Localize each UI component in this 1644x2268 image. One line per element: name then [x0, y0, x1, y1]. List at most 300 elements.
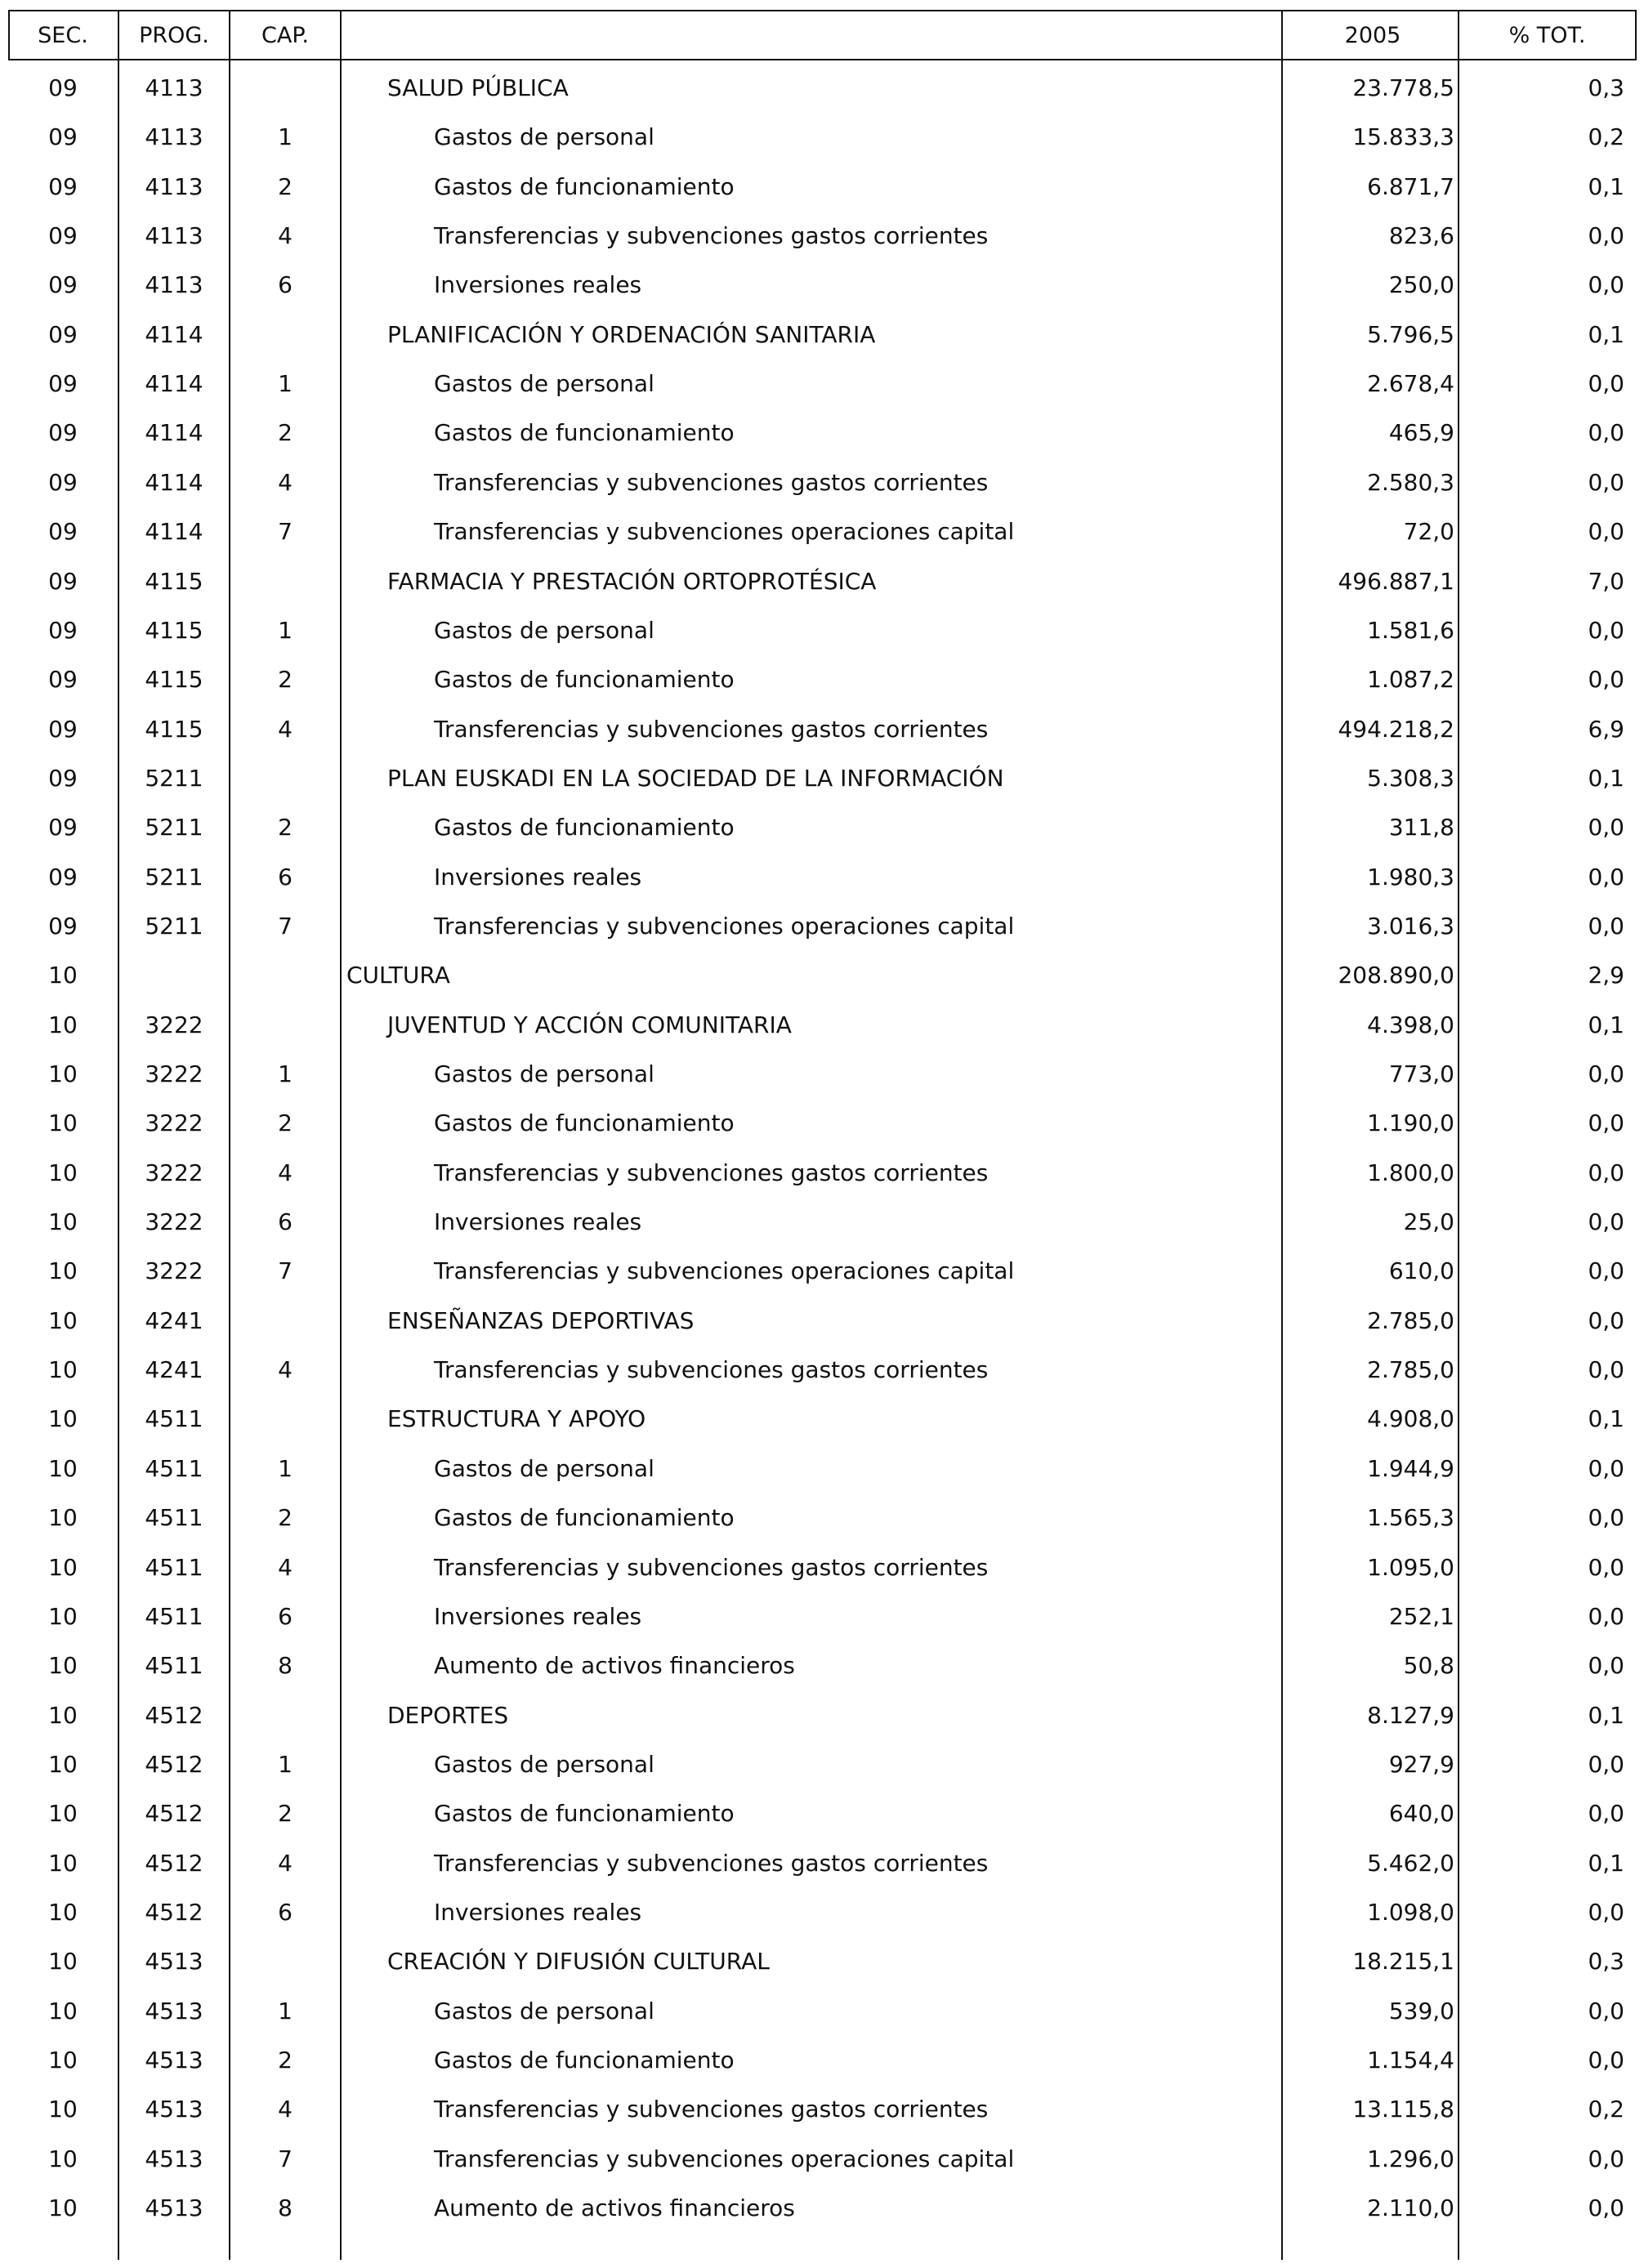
- table-row: [8, 2184, 1637, 2233]
- cell-amount: 5.796,5: [1367, 320, 1454, 348]
- table-row: [8, 1493, 1637, 1543]
- cell-percent: 0,1: [1588, 1849, 1624, 1877]
- table-row: [8, 359, 1637, 409]
- cell-cap: 2: [278, 1504, 293, 1532]
- cell-amount: 6.871,7: [1367, 172, 1454, 200]
- cell-prog: 3222: [145, 1060, 203, 1087]
- cell-amount: 250,0: [1388, 271, 1454, 299]
- cell-prog: 4512: [145, 1898, 203, 1926]
- cell-description: Transferencias y subvenciones gastos corrientes: [434, 2096, 989, 2123]
- cell-percent: 0,0: [1588, 666, 1624, 694]
- table-header: [8, 11, 1637, 60]
- cell-percent: 0,0: [1588, 271, 1624, 299]
- cell-sec: 10: [48, 2194, 78, 2222]
- cell-amount: 1.944,9: [1367, 1454, 1454, 1482]
- cell-sec: 10: [48, 1553, 78, 1581]
- cell-amount: 2.678,4: [1367, 370, 1454, 398]
- cell-cap: 6: [278, 1602, 293, 1630]
- cell-prog: 4113: [145, 222, 203, 250]
- cell-cap: 1: [278, 616, 293, 644]
- table-row: [8, 1149, 1637, 1198]
- cell-prog: 4511: [145, 1553, 203, 1581]
- cell-prog: [119, 951, 229, 1000]
- cell-percent: 0,0: [1588, 1109, 1624, 1137]
- table-row: [8, 803, 1637, 852]
- cell-prog: 4115: [145, 666, 203, 694]
- cell-prog: 4513: [145, 1948, 203, 1976]
- cell-description: Inversiones reales: [434, 1898, 642, 1926]
- cell-sec: 10: [48, 1750, 78, 1778]
- cell-sec: 09: [48, 814, 78, 842]
- cell-description: Gastos de funcionamiento: [434, 1504, 735, 1532]
- cell-amount: 773,0: [1388, 1060, 1454, 1087]
- cell-cap: 4: [278, 1553, 293, 1581]
- cell-percent: 0,0: [1588, 1208, 1624, 1236]
- cell-percent: 0,0: [1588, 2145, 1624, 2172]
- cell-amount: 927,9: [1388, 1750, 1454, 1778]
- table-row: [8, 951, 1637, 1000]
- table-row: [8, 1691, 1637, 1740]
- table-row: [8, 212, 1637, 261]
- cell-amount: 2.785,0: [1367, 1306, 1454, 1334]
- table-row: [8, 1247, 1637, 1296]
- cell-cap: 7: [278, 912, 293, 940]
- cell-description: Gastos de personal: [434, 370, 654, 398]
- cell-cap: 4: [278, 222, 293, 250]
- cell-prog: 4114: [145, 468, 203, 496]
- cell-sec: 10: [48, 2047, 78, 2074]
- cell-percent: 0,1: [1588, 320, 1624, 348]
- cell-sec: 10: [48, 1652, 78, 1680]
- table-row: [8, 1099, 1637, 1148]
- cell-cap: [230, 1297, 340, 1346]
- cell-percent: 0,0: [1588, 863, 1624, 891]
- cell-amount: 823,6: [1388, 222, 1454, 250]
- cell-description: Inversiones reales: [434, 1602, 642, 1630]
- cell-percent: 0,0: [1588, 419, 1624, 447]
- cell-percent: 7,0: [1588, 567, 1624, 595]
- cell-percent: 0,0: [1588, 616, 1624, 644]
- cell-amount: 610,0: [1388, 1257, 1454, 1285]
- cell-percent: 0,0: [1588, 814, 1624, 842]
- cell-cap: 8: [278, 1652, 293, 1680]
- cell-amount: 311,8: [1388, 814, 1454, 842]
- cell-cap: 4: [278, 468, 293, 496]
- cell-percent: 0,0: [1588, 1159, 1624, 1186]
- cell-cap: 1: [278, 123, 293, 151]
- cell-amount: 72,0: [1403, 518, 1454, 546]
- table-row: [8, 1937, 1637, 1986]
- cell-cap: [230, 557, 340, 606]
- cell-description: Gastos de personal: [434, 123, 654, 151]
- cell-cap: 4: [278, 715, 293, 743]
- cell-amount: 1.800,0: [1367, 1159, 1454, 1186]
- table-row: [8, 507, 1637, 556]
- cell-prog: 4511: [145, 1504, 203, 1532]
- cell-sec: 09: [48, 320, 78, 348]
- cell-sec: 09: [48, 419, 78, 447]
- cell-description: Inversiones reales: [434, 271, 642, 299]
- cell-description: CREACIÓN Y DIFUSIÓN CULTURAL: [387, 1948, 770, 1976]
- cell-cap: [230, 64, 340, 113]
- cell-amount: 496.887,1: [1338, 567, 1454, 595]
- cell-description: JUVENTUD Y ACCIÓN COMUNITARIA: [387, 1011, 792, 1038]
- cell-amount: 640,0: [1388, 1800, 1454, 1828]
- cell-prog: 4114: [145, 370, 203, 398]
- cell-percent: 0,0: [1588, 1306, 1624, 1334]
- table-row: [8, 310, 1637, 359]
- cell-prog: 4241: [145, 1356, 203, 1384]
- cell-sec: 09: [48, 715, 78, 743]
- cell-sec: 10: [48, 1849, 78, 1877]
- table-row: [8, 1789, 1637, 1838]
- table-row: [8, 1987, 1637, 2036]
- cell-percent: 0,0: [1588, 1602, 1624, 1630]
- cell-prog: 3222: [145, 1159, 203, 1186]
- cell-percent: 0,2: [1588, 123, 1624, 151]
- table-row: [8, 64, 1637, 113]
- table-row: [8, 1395, 1637, 1444]
- cell-percent: 6,9: [1588, 715, 1624, 743]
- cell-cap: [230, 1395, 340, 1444]
- cell-prog: 5211: [145, 814, 203, 842]
- cell-cap: 2: [278, 666, 293, 694]
- cell-cap: 2: [278, 814, 293, 842]
- cell-description: Gastos de funcionamiento: [434, 814, 735, 842]
- table-row: [8, 557, 1637, 606]
- cell-description: Transferencias y subvenciones operaciones capital: [434, 2145, 1015, 2172]
- cell-description: FARMACIA Y PRESTACIÓN ORTOPROTÉSICA: [387, 567, 877, 595]
- cell-sec: 10: [48, 1356, 78, 1384]
- cell-prog: 4513: [145, 2096, 203, 2123]
- cell-sec: 09: [48, 74, 78, 101]
- cell-sec: 10: [48, 1454, 78, 1482]
- cell-description: Transferencias y subvenciones gastos corrientes: [434, 222, 989, 250]
- cell-sec: 10: [48, 1159, 78, 1186]
- cell-amount: 1.190,0: [1367, 1109, 1454, 1137]
- cell-cap: 4: [278, 1159, 293, 1186]
- cell-description: Transferencias y subvenciones gastos corrientes: [434, 1849, 989, 1877]
- cell-percent: 0,1: [1588, 172, 1624, 200]
- cell-sec: 10: [48, 1898, 78, 1926]
- cell-amount: 5.308,3: [1367, 764, 1454, 792]
- cell-amount: 1.296,0: [1367, 2145, 1454, 2172]
- cell-amount: 252,1: [1388, 1602, 1454, 1630]
- cell-sec: 09: [48, 468, 78, 496]
- cell-percent: 2,9: [1588, 962, 1624, 989]
- cell-percent: 0,0: [1588, 518, 1624, 546]
- table-row: [8, 1839, 1637, 1888]
- table-row: [8, 902, 1637, 951]
- budget-table: [8, 10, 1637, 2260]
- table-row: [8, 606, 1637, 655]
- cell-cap: 2: [278, 1109, 293, 1137]
- cell-amount: 1.098,0: [1367, 1898, 1454, 1926]
- cell-description: DEPORTES: [387, 1701, 509, 1729]
- cell-amount: 3.016,3: [1367, 912, 1454, 940]
- cell-prog: 3222: [145, 1257, 203, 1285]
- cell-cap: 4: [278, 1849, 293, 1877]
- cell-prog: 4114: [145, 419, 203, 447]
- cell-cap: [230, 754, 340, 803]
- cell-description: Transferencias y subvenciones gastos corrientes: [434, 715, 989, 743]
- cell-prog: 4513: [145, 2194, 203, 2222]
- cell-amount: 1.581,6: [1367, 616, 1454, 644]
- cell-sec: 10: [48, 1997, 78, 2025]
- table-row: [8, 2036, 1637, 2085]
- cell-sec: 10: [48, 1011, 78, 1038]
- cell-percent: 0,0: [1588, 1800, 1624, 1828]
- cell-sec: 10: [48, 1208, 78, 1236]
- cell-prog: 3222: [145, 1208, 203, 1236]
- cell-sec: 10: [48, 1060, 78, 1087]
- table-row: [8, 2135, 1637, 2184]
- cell-cap: 6: [278, 1898, 293, 1926]
- cell-sec: 09: [48, 271, 78, 299]
- cell-cap: 2: [278, 419, 293, 447]
- cell-prog: 4113: [145, 74, 203, 101]
- cell-percent: 0,0: [1588, 2047, 1624, 2074]
- cell-amount: 1.095,0: [1367, 1553, 1454, 1581]
- cell-description: Gastos de personal: [434, 1997, 654, 2025]
- cell-percent: 0,1: [1588, 1405, 1624, 1433]
- cell-cap: 7: [278, 1257, 293, 1285]
- header-pct: % TOT.: [1508, 23, 1586, 48]
- cell-sec: 10: [48, 1504, 78, 1532]
- cell-description: Aumento de activos financieros: [434, 1652, 795, 1680]
- cell-amount: 15.833,3: [1352, 123, 1454, 151]
- cell-percent: 0,0: [1588, 1652, 1624, 1680]
- cell-sec: 10: [48, 1306, 78, 1334]
- cell-percent: 0,0: [1588, 1454, 1624, 1482]
- cell-cap: 6: [278, 863, 293, 891]
- cell-percent: 0,0: [1588, 2194, 1624, 2222]
- table-row: [8, 1888, 1637, 1937]
- table-row: [8, 754, 1637, 803]
- cell-percent: 0,1: [1588, 1011, 1624, 1038]
- cell-description: SALUD PÚBLICA: [387, 74, 569, 101]
- cell-amount: 2.785,0: [1367, 1356, 1454, 1384]
- cell-percent: 0,1: [1588, 764, 1624, 792]
- cell-prog: 4511: [145, 1454, 203, 1482]
- cell-sec: 09: [48, 764, 78, 792]
- cell-amount: 494.218,2: [1338, 715, 1454, 743]
- cell-prog: 4513: [145, 2145, 203, 2172]
- cell-sec: 09: [48, 370, 78, 398]
- cell-amount: 539,0: [1388, 1997, 1454, 2025]
- cell-sec: 09: [48, 666, 78, 694]
- cell-amount: 208.890,0: [1338, 962, 1454, 989]
- cell-amount: 2.110,0: [1367, 2194, 1454, 2222]
- cell-cap: 2: [278, 1800, 293, 1828]
- cell-percent: 0,0: [1588, 370, 1624, 398]
- cell-prog: 4512: [145, 1800, 203, 1828]
- cell-percent: 0,0: [1588, 222, 1624, 250]
- cell-percent: 0,0: [1588, 1504, 1624, 1532]
- cell-sec: 10: [48, 1109, 78, 1137]
- cell-percent: 0,0: [1588, 912, 1624, 940]
- table-row: [8, 409, 1637, 458]
- cell-cap: [230, 1937, 340, 1986]
- cell-percent: 0,3: [1588, 74, 1624, 101]
- cell-sec: 10: [48, 1701, 78, 1729]
- header-sec: SEC.: [38, 23, 88, 48]
- cell-description: ENSEÑANZAS DEPORTIVAS: [387, 1306, 695, 1334]
- cell-cap: 6: [278, 271, 293, 299]
- cell-prog: 4115: [145, 567, 203, 595]
- cell-percent: 0,0: [1588, 1257, 1624, 1285]
- cell-description: Gastos de personal: [434, 616, 654, 644]
- cell-sec: 09: [48, 172, 78, 200]
- cell-amount: 1.087,2: [1367, 666, 1454, 694]
- cell-percent: 0,0: [1588, 468, 1624, 496]
- cell-amount: 18.215,1: [1352, 1948, 1454, 1976]
- cell-description: Gastos de personal: [434, 1750, 654, 1778]
- cell-amount: 8.127,9: [1367, 1701, 1454, 1729]
- table-row: [8, 2085, 1637, 2134]
- cell-percent: 0,3: [1588, 1948, 1624, 1976]
- table-row: [8, 1346, 1637, 1395]
- cell-description: CULTURA: [346, 962, 450, 989]
- header-cap: CAP.: [261, 23, 309, 48]
- cell-prog: 3222: [145, 1109, 203, 1137]
- table-row: [8, 1641, 1637, 1690]
- cell-sec: 10: [48, 2145, 78, 2172]
- table-row: [8, 113, 1637, 162]
- cell-cap: [230, 1691, 340, 1740]
- cell-percent: 0,0: [1588, 1356, 1624, 1384]
- cell-amount: 50,8: [1403, 1652, 1454, 1680]
- table-row: [8, 655, 1637, 704]
- cell-sec: 09: [48, 222, 78, 250]
- table-row: [8, 261, 1637, 310]
- cell-cap: [230, 310, 340, 359]
- cell-amount: 465,9: [1388, 419, 1454, 447]
- cell-amount: 1.565,3: [1367, 1504, 1454, 1532]
- table-row: [8, 1297, 1637, 1346]
- cell-percent: 0,0: [1588, 1750, 1624, 1778]
- cell-percent: 0,0: [1588, 1553, 1624, 1581]
- cell-sec: 10: [48, 1800, 78, 1828]
- table-row: [8, 163, 1637, 212]
- cell-cap: 6: [278, 1208, 293, 1236]
- cell-percent: 0,1: [1588, 1701, 1624, 1729]
- cell-prog: 4115: [145, 616, 203, 644]
- cell-description: Gastos de funcionamiento: [434, 1800, 735, 1828]
- header-prog: PROG.: [139, 23, 209, 48]
- cell-sec: 09: [48, 912, 78, 940]
- cell-prog: 4512: [145, 1849, 203, 1877]
- cell-description: Aumento de activos financieros: [434, 2194, 795, 2222]
- table-row: [8, 1592, 1637, 1641]
- cell-description: Transferencias y subvenciones operaciones capital: [434, 1257, 1015, 1285]
- cell-prog: 4113: [145, 172, 203, 200]
- cell-sec: 10: [48, 1602, 78, 1630]
- cell-cap: 4: [278, 1356, 293, 1384]
- cell-prog: 5211: [145, 764, 203, 792]
- cell-cap: 1: [278, 1997, 293, 2025]
- cell-description: Transferencias y subvenciones gastos corrientes: [434, 1159, 989, 1186]
- cell-description: Gastos de personal: [434, 1060, 654, 1087]
- cell-prog: 4512: [145, 1750, 203, 1778]
- header-year: 2005: [1344, 23, 1401, 48]
- cell-amount: 13.115,8: [1352, 2096, 1454, 2123]
- cell-prog: 4511: [145, 1602, 203, 1630]
- cell-description: Gastos de funcionamiento: [434, 666, 735, 694]
- table-row: [8, 1543, 1637, 1592]
- cell-percent: 0,0: [1588, 1060, 1624, 1087]
- cell-sec: 10: [48, 2096, 78, 2123]
- cell-amount: 4.398,0: [1367, 1011, 1454, 1038]
- cell-sec: 10: [48, 1257, 78, 1285]
- cell-description: Transferencias y subvenciones gastos corrientes: [434, 1553, 989, 1581]
- cell-prog: 4511: [145, 1652, 203, 1680]
- cell-percent: 0,0: [1588, 1898, 1624, 1926]
- cell-prog: 4511: [145, 1405, 203, 1433]
- cell-sec: 09: [48, 567, 78, 595]
- cell-prog: 4113: [145, 271, 203, 299]
- cell-prog: 5211: [145, 912, 203, 940]
- cell-sec: 10: [48, 1405, 78, 1433]
- cell-sec: 10: [48, 1948, 78, 1976]
- header-desc: [342, 11, 1281, 60]
- cell-amount: 25,0: [1403, 1208, 1454, 1236]
- cell-cap: 2: [278, 172, 293, 200]
- cell-prog: 3222: [145, 1011, 203, 1038]
- cell-cap: [230, 1001, 340, 1050]
- table-row: [8, 1050, 1637, 1099]
- cell-percent: 0,2: [1588, 2096, 1624, 2123]
- cell-prog: 4113: [145, 123, 203, 151]
- cell-description: Gastos de personal: [434, 1454, 654, 1482]
- cell-description: Transferencias y subvenciones operaciones capital: [434, 518, 1015, 546]
- cell-cap: 1: [278, 1750, 293, 1778]
- cell-description: PLAN EUSKADI EN LA SOCIEDAD DE LA INFORMACIÓN: [387, 764, 1004, 792]
- cell-amount: 4.908,0: [1367, 1405, 1454, 1433]
- cell-sec: 09: [48, 863, 78, 891]
- table-row: [8, 1740, 1637, 1789]
- table-row: [8, 458, 1637, 507]
- cell-description: Gastos de funcionamiento: [434, 419, 735, 447]
- cell-prog: 5211: [145, 863, 203, 891]
- cell-cap: 7: [278, 2145, 293, 2172]
- cell-description: Gastos de funcionamiento: [434, 2047, 735, 2074]
- cell-amount: 23.778,5: [1352, 74, 1454, 101]
- table-row: [8, 853, 1637, 902]
- cell-description: Inversiones reales: [434, 863, 642, 891]
- cell-cap: 8: [278, 2194, 293, 2222]
- cell-amount: 2.580,3: [1367, 468, 1454, 496]
- cell-sec: 09: [48, 123, 78, 151]
- cell-cap: 1: [278, 1060, 293, 1087]
- cell-prog: 4241: [145, 1306, 203, 1334]
- cell-amount: 5.462,0: [1367, 1849, 1454, 1877]
- cell-cap: [230, 951, 340, 1000]
- table-row: [8, 1444, 1637, 1493]
- cell-cap: 1: [278, 1454, 293, 1482]
- cell-description: Transferencias y subvenciones operaciones capital: [434, 912, 1015, 940]
- cell-amount: 1.154,4: [1367, 2047, 1454, 2074]
- cell-prog: 4512: [145, 1701, 203, 1729]
- cell-description: Transferencias y subvenciones gastos corrientes: [434, 1356, 989, 1384]
- cell-percent: 0,0: [1588, 1997, 1624, 2025]
- cell-prog: 4114: [145, 518, 203, 546]
- cell-description: Transferencias y subvenciones gastos corrientes: [434, 468, 989, 496]
- cell-amount: 1.980,3: [1367, 863, 1454, 891]
- cell-sec: 10: [48, 962, 78, 989]
- cell-description: Gastos de funcionamiento: [434, 172, 735, 200]
- cell-sec: 09: [48, 616, 78, 644]
